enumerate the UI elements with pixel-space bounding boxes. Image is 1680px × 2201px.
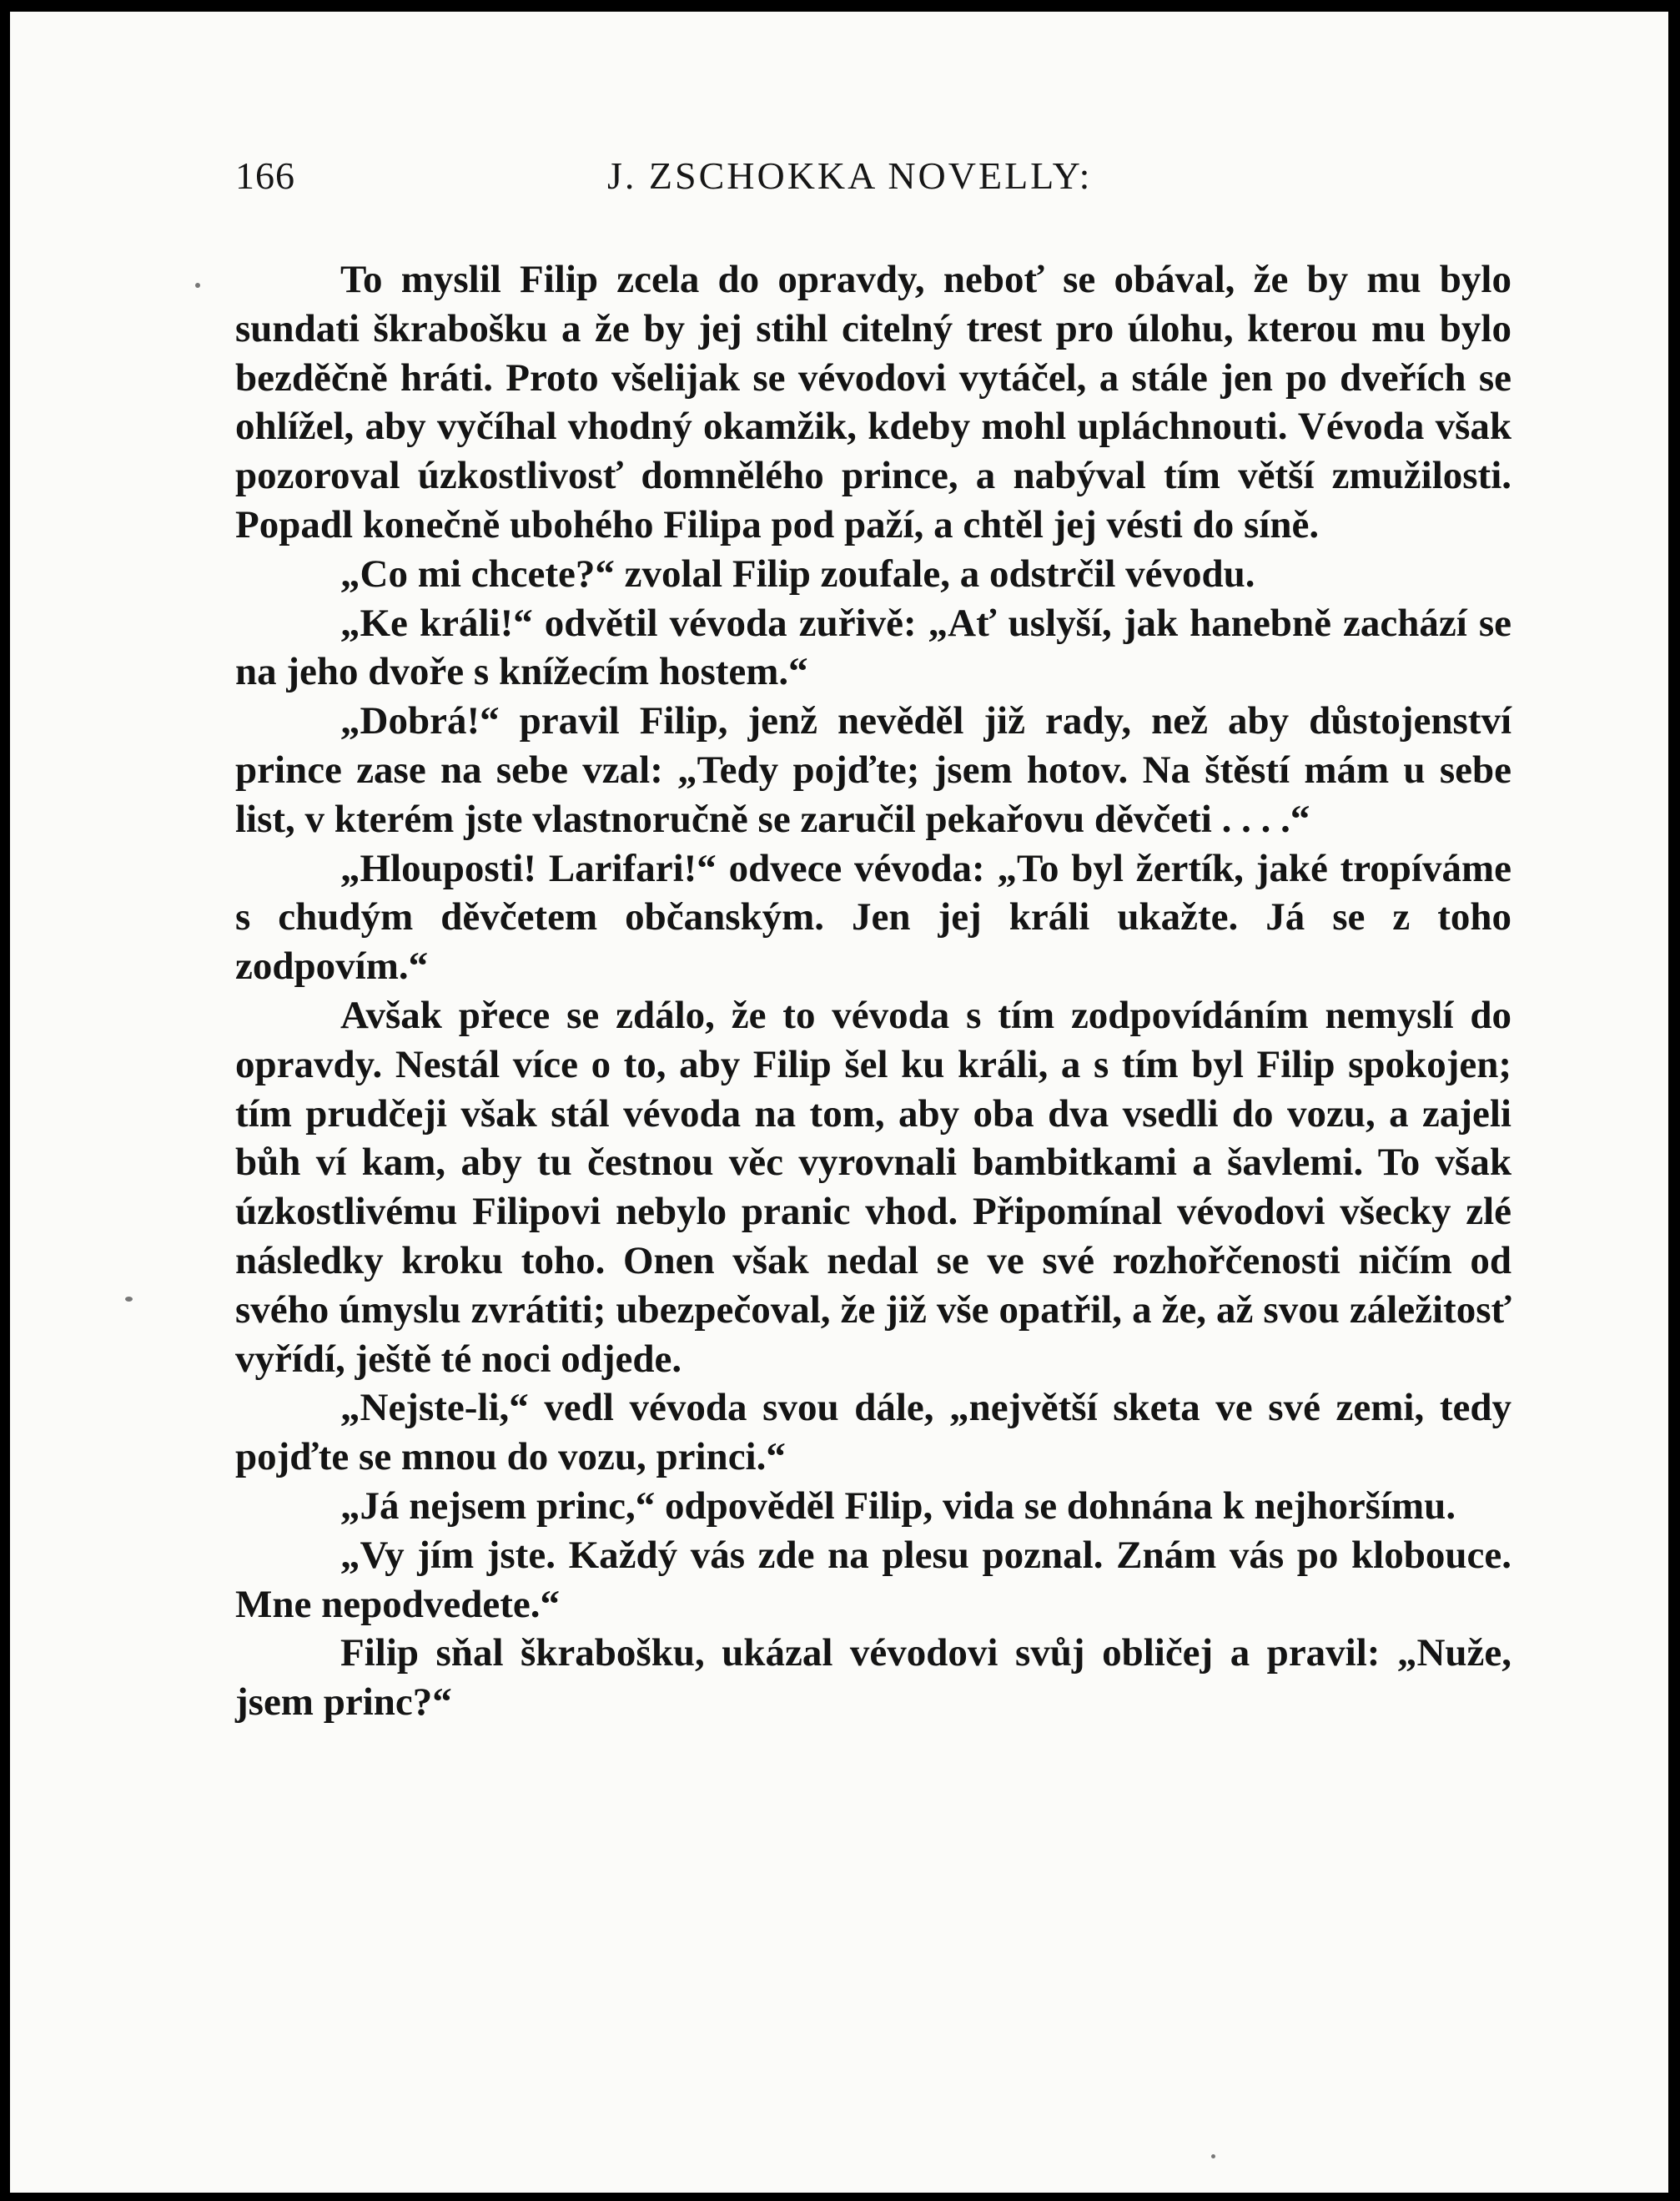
paragraph: „Co mi chcete?“ zvolal Filip zoufale, a odstrčil vévodu. [340,552,1255,596]
paragraph: „Ke králi!“ odvětil vévoda zuřivě: „Ať uslyší, jak hanebně zachází se na jeho dvoře s knížecím hostem.“ [235,601,1511,694]
page-number: 166 [235,154,295,197]
paragraph: Avšak přece se zdálo, že to vévoda s tím zodpovídáním nemyslí do opravdy. Nestál více o to, aby Filip šel ku králi, a s tím byl Filip spokojen; tím prudčeji však stál vévoda na tom, aby oba dva vsedli do vozu, a zajeli bůh ví kam, aby tu čestnou věc vyrovnali bambitkami a šavlemi. To však úzkostlivému Filipovi nebylo pranic vhod. Připomínal vévodovi všecky zlé následky kroku toho. Onen však nedal se ve své rozhořčenosti ničím od svého úmyslu zvrátiti; ubezpečoval, že již vše opatřil, a že, až svou záležitosť vyřídí, ještě té noci odjede. [235,993,1511,1381]
paragraph: Filip sňal škrabošku, ukázal vévodovi svůj obličej a pravil: „Nuže, jsem princ?“ [235,1631,1511,1725]
body-text [235,255,1511,1727]
paragraph: „Dobrá!“ pravil Filip, jenž nevěděl již rady, než aby důstojenství prince zase na sebe vzal: „Tedy pojďte; jsem hotov. Na štěstí mám u sebe list, v kterém jste vlastnoručně se zaručil pekařovu děvčeti . . . .“ [235,699,1511,841]
paragraph: „Hlouposti! Larifari!“ odvece vévoda: „To byl žertík, jaké tropíváme s chudým děvčetem občanským. Jen jej králi ukažte. Já se z toho zodpovím.“ [235,846,1511,989]
book-page [10,12,1668,2193]
paper-speck [195,283,200,288]
paper-speck [1211,2154,1215,2158]
paper-speck [125,1297,133,1302]
paragraph: „Já nejsem princ,“ odpověděl Filip, vida se dohnána k nejhoršímu. [340,1483,1456,1528]
page-header [235,154,1516,204]
paragraph: „Nejste-li,“ vedl vévoda svou dále, „největší sketa ve své zemi, tedy pojďte se mnou do vozu, princi.“ [235,1386,1511,1479]
running-title: J. ZSCHOKKA NOVELLY: [607,154,1093,197]
paragraph: „Vy jím jste. Každý vás zde na plesu poznal. Znám vás po klobouce. Mne nepodvedete.“ [235,1533,1511,1626]
paragraph: To myslil Filip zcela do opravdy, neboť se obával, že by mu bylo sundati škrabošku a že by jej stihl citelný trest pro úlohu, kterou mu bylo bezděčně hráti. Proto všelijak se vévodovi vytáčel, a stále jen po dveřích se ohlížel, aby vyčíhal vhodný okamžik, kdeby mohl upláchnouti. Vévoda však pozoroval úzkostlivosť domnělého prince, a nabýval tím větší zmužilosti. Popadl konečně ubohého Filipa pod paží, a chtěl jej vésti do síně. [235,258,1511,546]
